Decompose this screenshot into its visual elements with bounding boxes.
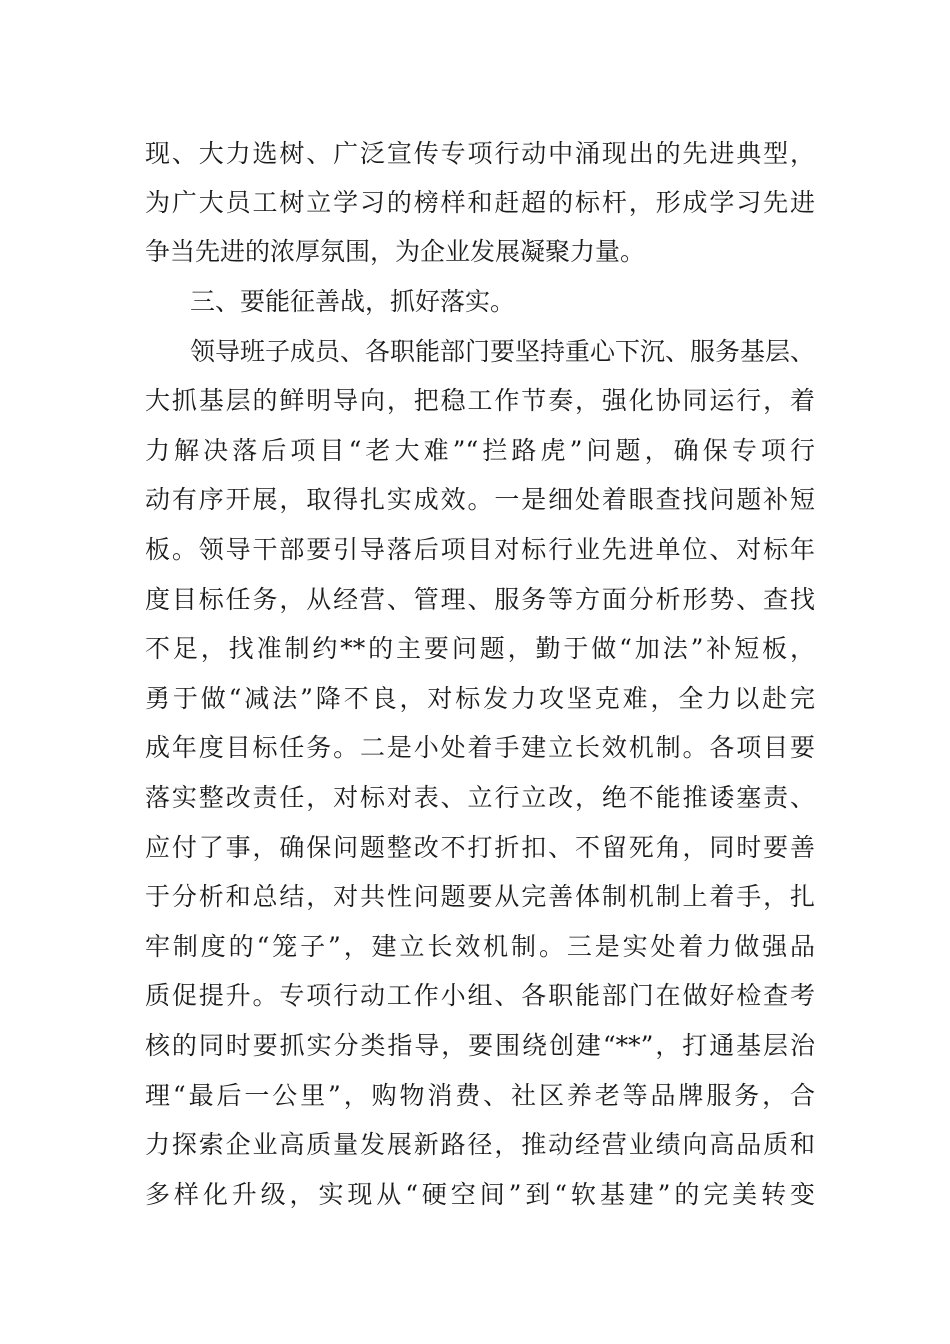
text-line-17: 牢制度的“笼子”，建立长效机制。三是实处着力做强品: [145, 932, 815, 961]
text-line-8: 动有序开展，取得扎实成效。一是细处着眼查找问题补短: [145, 485, 815, 514]
text-line-7: 力解决落后项目“老大难”“拦路虎”问题，确保专项行: [145, 436, 815, 465]
text-line-20: 理“最后一公里”，购物消费、社区养老等品牌服务，合: [145, 1081, 815, 1110]
text-line-12: 勇于做“减法”降不良，对标发力攻坚克难，全力以赴完: [145, 684, 815, 713]
text-line-19: 核的同时要抓实分类指导，要围绕创建“**”，打通基层治: [145, 1031, 815, 1060]
section-heading: 三、要能征善战，抓好落实。: [190, 287, 516, 316]
text-line-6: 大抓基层的鲜明导向，把稳工作节奏，强化协同运行，着: [145, 386, 815, 415]
text-line-5: 领导班子成员、各职能部门要坚持重心下沉、服务基层、: [190, 337, 816, 366]
text-line-3: 争当先进的浓厚氛围，为企业发展凝聚力量。: [145, 237, 646, 266]
text-line-1: 现、大力选树、广泛宣传专项行动中涌现出的先进典型，: [145, 139, 815, 168]
text-line-10: 度目标任务，从经营、管理、服务等方面分析形势、查找: [145, 585, 815, 614]
text-line-15: 应付了事，确保问题整改不打折扣、不留死角，同时要善: [145, 833, 815, 862]
text-line-13: 成年度目标任务。二是小处着手建立长效机制。各项目要: [145, 733, 815, 762]
text-line-21: 力探索企业高质量发展新路径，推动经营业绩向高品质和: [145, 1130, 815, 1159]
text-line-2: 为广大员工树立学习的榜样和赶超的标杆，形成学习先进: [145, 188, 815, 217]
text-line-18: 质促提升。专项行动工作小组、各职能部门在做好检查考: [145, 981, 815, 1010]
text-line-14: 落实整改责任，对标对表、立行立改，绝不能推诿塞责、: [145, 783, 815, 812]
text-line-22: 多样化升级，实现从“硬空间”到“软基建”的完美转变: [145, 1180, 815, 1209]
text-line-11: 不足，找准制约**的主要问题，勤于做“加法”补短板，: [145, 634, 815, 663]
text-line-16: 于分析和总结，对共性问题要从完善体制机制上着手，扎: [145, 882, 815, 911]
text-line-9: 板。领导干部要引导落后项目对标行业先进单位、对标年: [145, 535, 815, 564]
